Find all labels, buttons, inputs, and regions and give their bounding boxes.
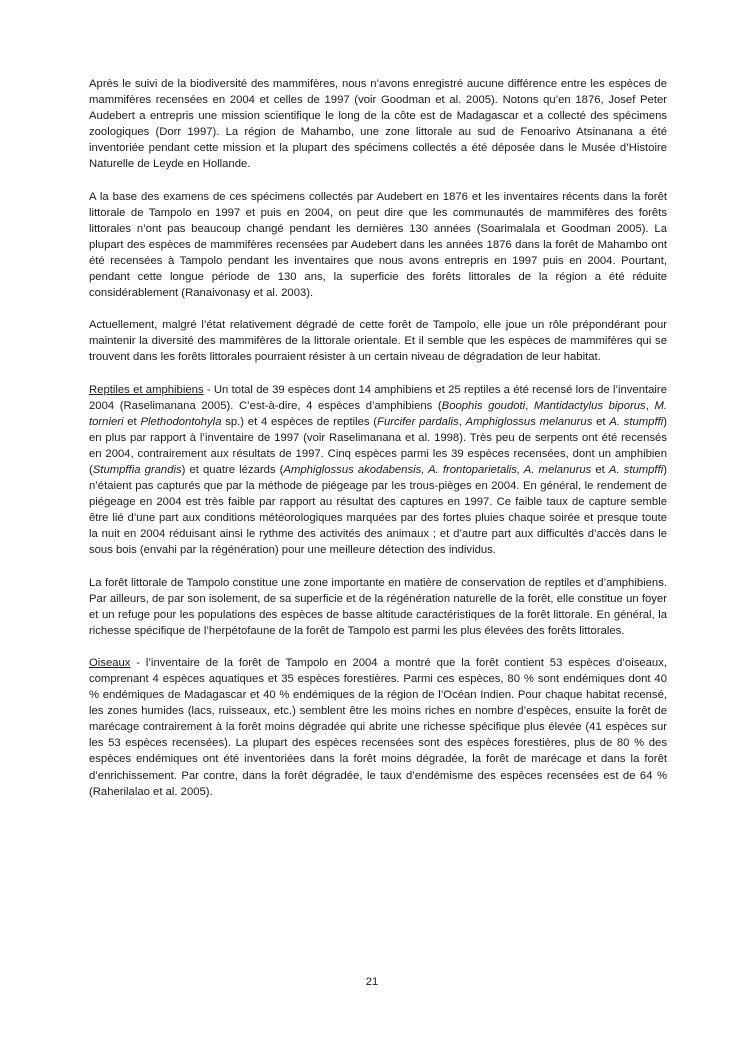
text-run: ) et quatre lézards ( xyxy=(181,463,284,476)
species-name: A. stumpffi xyxy=(608,463,664,476)
species-name: A. stumpffi xyxy=(609,415,664,428)
text-run: et xyxy=(123,415,141,428)
text-run: - Un total de 39 espèces dont 14 amphibiens et 25 reptiles a été recensé lors de l’inventaire 2004 (Raselimanana 2005). C’est-à-dire, 4 espèces d’amphibiens ( xyxy=(89,383,667,412)
text-run: ) en plus par rapport à l’inventaire de 1997 (voir Raselimanana et al. 1998). Très peu de serpents ont été recensés en 2004, contrairement aux résultats de 1997. Cinq espèces parmi les 39 espèces recensées, dont un amphibien ( xyxy=(89,415,667,476)
species-name: Plethodontohyla xyxy=(140,415,222,428)
text-run: ) n’étaient pas capturés que par la méthode de piégeage par les trous-pièges en 2004. En général, le rendement de piégeage en 2004 est très faible par rapport au résultat des captures en 1997. Ce faible taux de capture semble être lié d’une part aux conditions météorologiques marquées par des fortes pluies chaque soirée et presque toute la nuit en 2004 réduisant ainsi le rythme des activités des animaux ; et d’autre part aux difficultés d’accès dans le sous bois (envahi par la régénération) pour une meilleure détection des individus. xyxy=(89,463,667,557)
section-heading-birds: Oiseaux xyxy=(89,656,131,669)
text-run: sp.) et 4 espèces de reptiles ( xyxy=(221,415,378,428)
text-run: , xyxy=(458,415,466,428)
species-name: M. tornieri xyxy=(89,399,668,428)
page-number: 21 xyxy=(365,976,379,988)
species-name: Mantidactylus biporus xyxy=(533,399,646,412)
species-name: Amphiglossus akodabensis, A. frontoparietalis, A. melanurus xyxy=(283,463,592,476)
species-name: Stumpffia grandis xyxy=(92,463,182,476)
paragraph-mammal-comparison: Après le suivi de la biodiversité des mammifères, nous n’avons enregistré aucune différence entre les espèces de mammifères recensées en 2004 et celles de 1997 (voir Goodman et al. 2005). Notons qu’en 1876, Josef Peter Audebert a entrepris une mission scientifique le long de la côte est de Madagascar et a collecté des spécimens zoologiques (Dorr 1997). La région de Mahambo, une zone littorale au sud de Fenoarivo Atsinanana a été inventoriée pendant cette mission et la plupart des spécimens collectés a été déposée dans le Musée d’Histoire Naturelle de Leyde en Hollande. xyxy=(89,78,667,171)
text-run: - l’inventaire de la forêt de Tampolo en 2004 a montré que la forêt contient 53 espèces d’oiseaux, comprenant 4 espèces aquatiques et 35 espèces forestières. Parmi ces espèces, 80 % sont endémiques dont 40 % endémiques de Madagascar et 40 % endémiques de la région de l’Océan Indien. Pour chaque habitat recensé, les zones humides (lacs, ruisseaux, etc.) semblent être les moins riches en nombre d’espèces, ensuite la forêt de marécage contrairement à la forêt moins dégradée qui abrite une richesse spécifique plus élevée (41 espèces sur les 53 espèces recensées). La plupart des espèces recensées sont des espèces forestières, plus de 80 % des espèces endémiques ont été inventoriées dans la forêt moins dégradée, la forêt de marécage et dans la forêt d’enrichissement. Par contre, dans la forêt dégradée, le taux d’endémisme des espèces recensées est de 64 % (Raherilalao et al. 2005). xyxy=(89,656,667,798)
text-run: , xyxy=(645,399,655,412)
species-name: Boophis goudoti xyxy=(441,399,526,412)
paragraph-tampolo-role: Actuellement, malgré l’état relativement dégradé de cette forêt de Tampolo, elle joue un rôle prépondérant pour maintenir la diversité des mammifères de la littorale orientale. Et il semble que les espèces de mammifères qui se trouvent dans les forêts littorales pourraient résister à un certain niveau de dégradation de leur habitat. xyxy=(89,319,667,364)
text-run: et xyxy=(591,463,609,476)
text-run: et xyxy=(592,415,610,428)
document-body xyxy=(89,76,667,816)
paragraph-birds xyxy=(89,655,667,800)
paragraph-audebert-specimens: A la base des examens de ces spécimens collectés par Audebert en 1876 et les inventaires récents dans la forêt littorale de Tampolo en 1997 et puis en 2004, on peut dire que les communautés de mammifères des forêts littorales n’ont pas beaucoup changé pendant les dernières 130 années (Soarimalala et Goodman 2005). La plupart des espèces de mammifères recensées par Audebert dans les années 1876 dans la forêt de Mahambo ont été recensées à Tampolo pendant les inventaires que nous avons entrepris en 1997 puis en 2004. Pourtant, pendant cette longue période de 130 ans, la superficie des forêts littorales de la région a été réduite considérablement (Ranaivonasy et al. 2003). xyxy=(89,190,667,300)
text-run: , xyxy=(525,399,534,412)
paragraph-herpetofauna-conservation: La forêt littorale de Tampolo constitue une zone importante en matière de conservation de reptiles et d’amphibiens. Par ailleurs, de par son isolement, de sa superficie et de la régénération naturelle de la forêt, elle constitue un foyer et un refuge pour les populations des espèces de basse altitude caractéristiques de la forêt littorale. En général, la richesse spécifique de l’herpétofaune de la forêt de Tampolo est parmi les plus élevées des forêts littorales. xyxy=(89,576,667,637)
species-name: Amphiglossus melanurus xyxy=(465,415,593,428)
section-heading-reptiles: Reptiles et amphibiens xyxy=(89,383,204,396)
paragraph-reptiles-amphibians xyxy=(89,382,667,559)
species-name: Furcifer pardalis xyxy=(377,415,459,428)
